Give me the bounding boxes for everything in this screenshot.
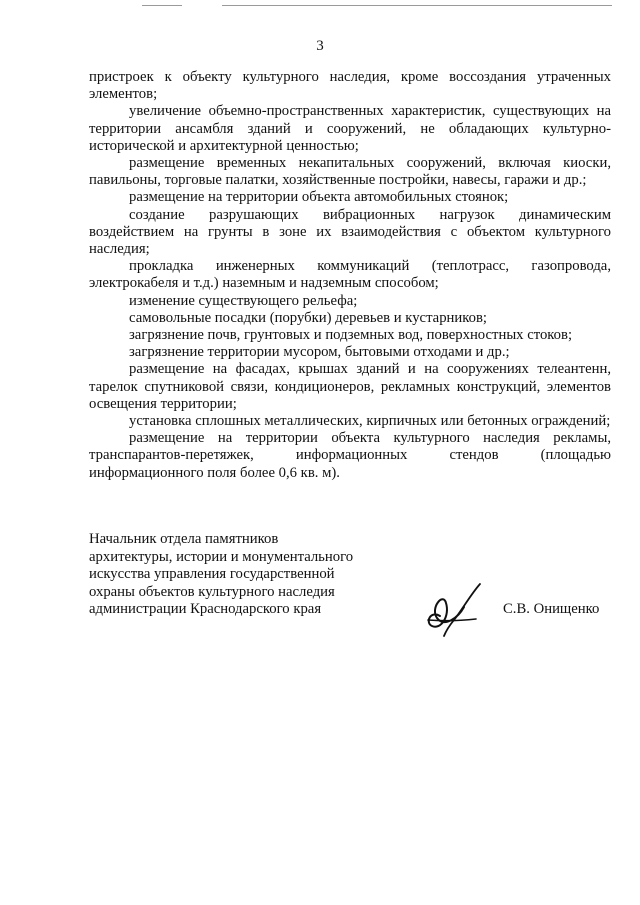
- paragraph-item: самовольные посадки (порубки) деревьев и кустарников;: [129, 309, 488, 326]
- paragraph-item: размещение на фасадах, крышах зданий и на сооружениях телеантенн, тарелок спутниковой связи, кондиционеров, рекламных конструкций, элементов освещения территории;: [89, 361, 611, 412]
- top-scan-rule-right: [222, 5, 612, 6]
- paragraph-item: прокладка инженерных коммуникаций (теплотрасс, газопровода, электрокабеля и т.д.) наземным и надземным способом;: [89, 258, 611, 292]
- position-line: искусства управления государственной: [89, 566, 335, 583]
- paragraph-item: загрязнение территории мусором, бытовыми отходами и др.;: [129, 344, 510, 361]
- paragraph-item: изменение существующего рельефа;: [129, 292, 358, 309]
- paragraph-item: установка сплошных металлических, кирпичных или бетонных ограждений;: [129, 413, 611, 430]
- position-line: администрации Краснодарского края: [89, 601, 322, 618]
- position-line: Начальник отдела памятников: [89, 531, 279, 547]
- position-line: архитектуры, истории и монументального: [89, 548, 354, 565]
- paragraph-item: создание разрушающих вибрационных нагрузок динамическим воздействием на грунты в зоне их взаимодействия с объектом культурного наследия;: [89, 206, 611, 258]
- top-scan-rule-left: [142, 5, 182, 6]
- paragraph-item: размещение на территории объекта культурного наследия рекламы, транспарантов-перетяжек, информационных стендов (площадью информационного поля более 0,6 кв. м).: [89, 430, 611, 481]
- paragraph-item: размещение временных некапитальных сооружений, включая киоски, павильоны, торговые палатки, хозяйственные постройки, навесы, гаражи и др.;: [89, 155, 611, 189]
- restrictions-list: [89, 69, 611, 482]
- position-line: охраны объектов культурного наследия: [89, 583, 335, 600]
- page-number: 3: [316, 38, 324, 54]
- signer-name: С.В. Онищенко: [503, 601, 600, 617]
- paragraph-item: увеличение объемно-пространственных характеристик, существующих на территории ансамбля зданий и сооружений, не обладающих культурно-исторической и архитектурной ценностью;: [89, 103, 611, 154]
- paragraph-item: загрязнение почв, грунтовых и подземных вод, поверхностных стоков;: [129, 327, 573, 344]
- paragraph-item: размещение на территории объекта автомобильных стоянок;: [129, 189, 509, 206]
- handwritten-signature: [416, 580, 486, 640]
- signatory-position: [89, 531, 389, 619]
- paragraph-continuation: пристроек к объекту культурного наследия, кроме воссоздания утраченных элементов;: [89, 69, 611, 103]
